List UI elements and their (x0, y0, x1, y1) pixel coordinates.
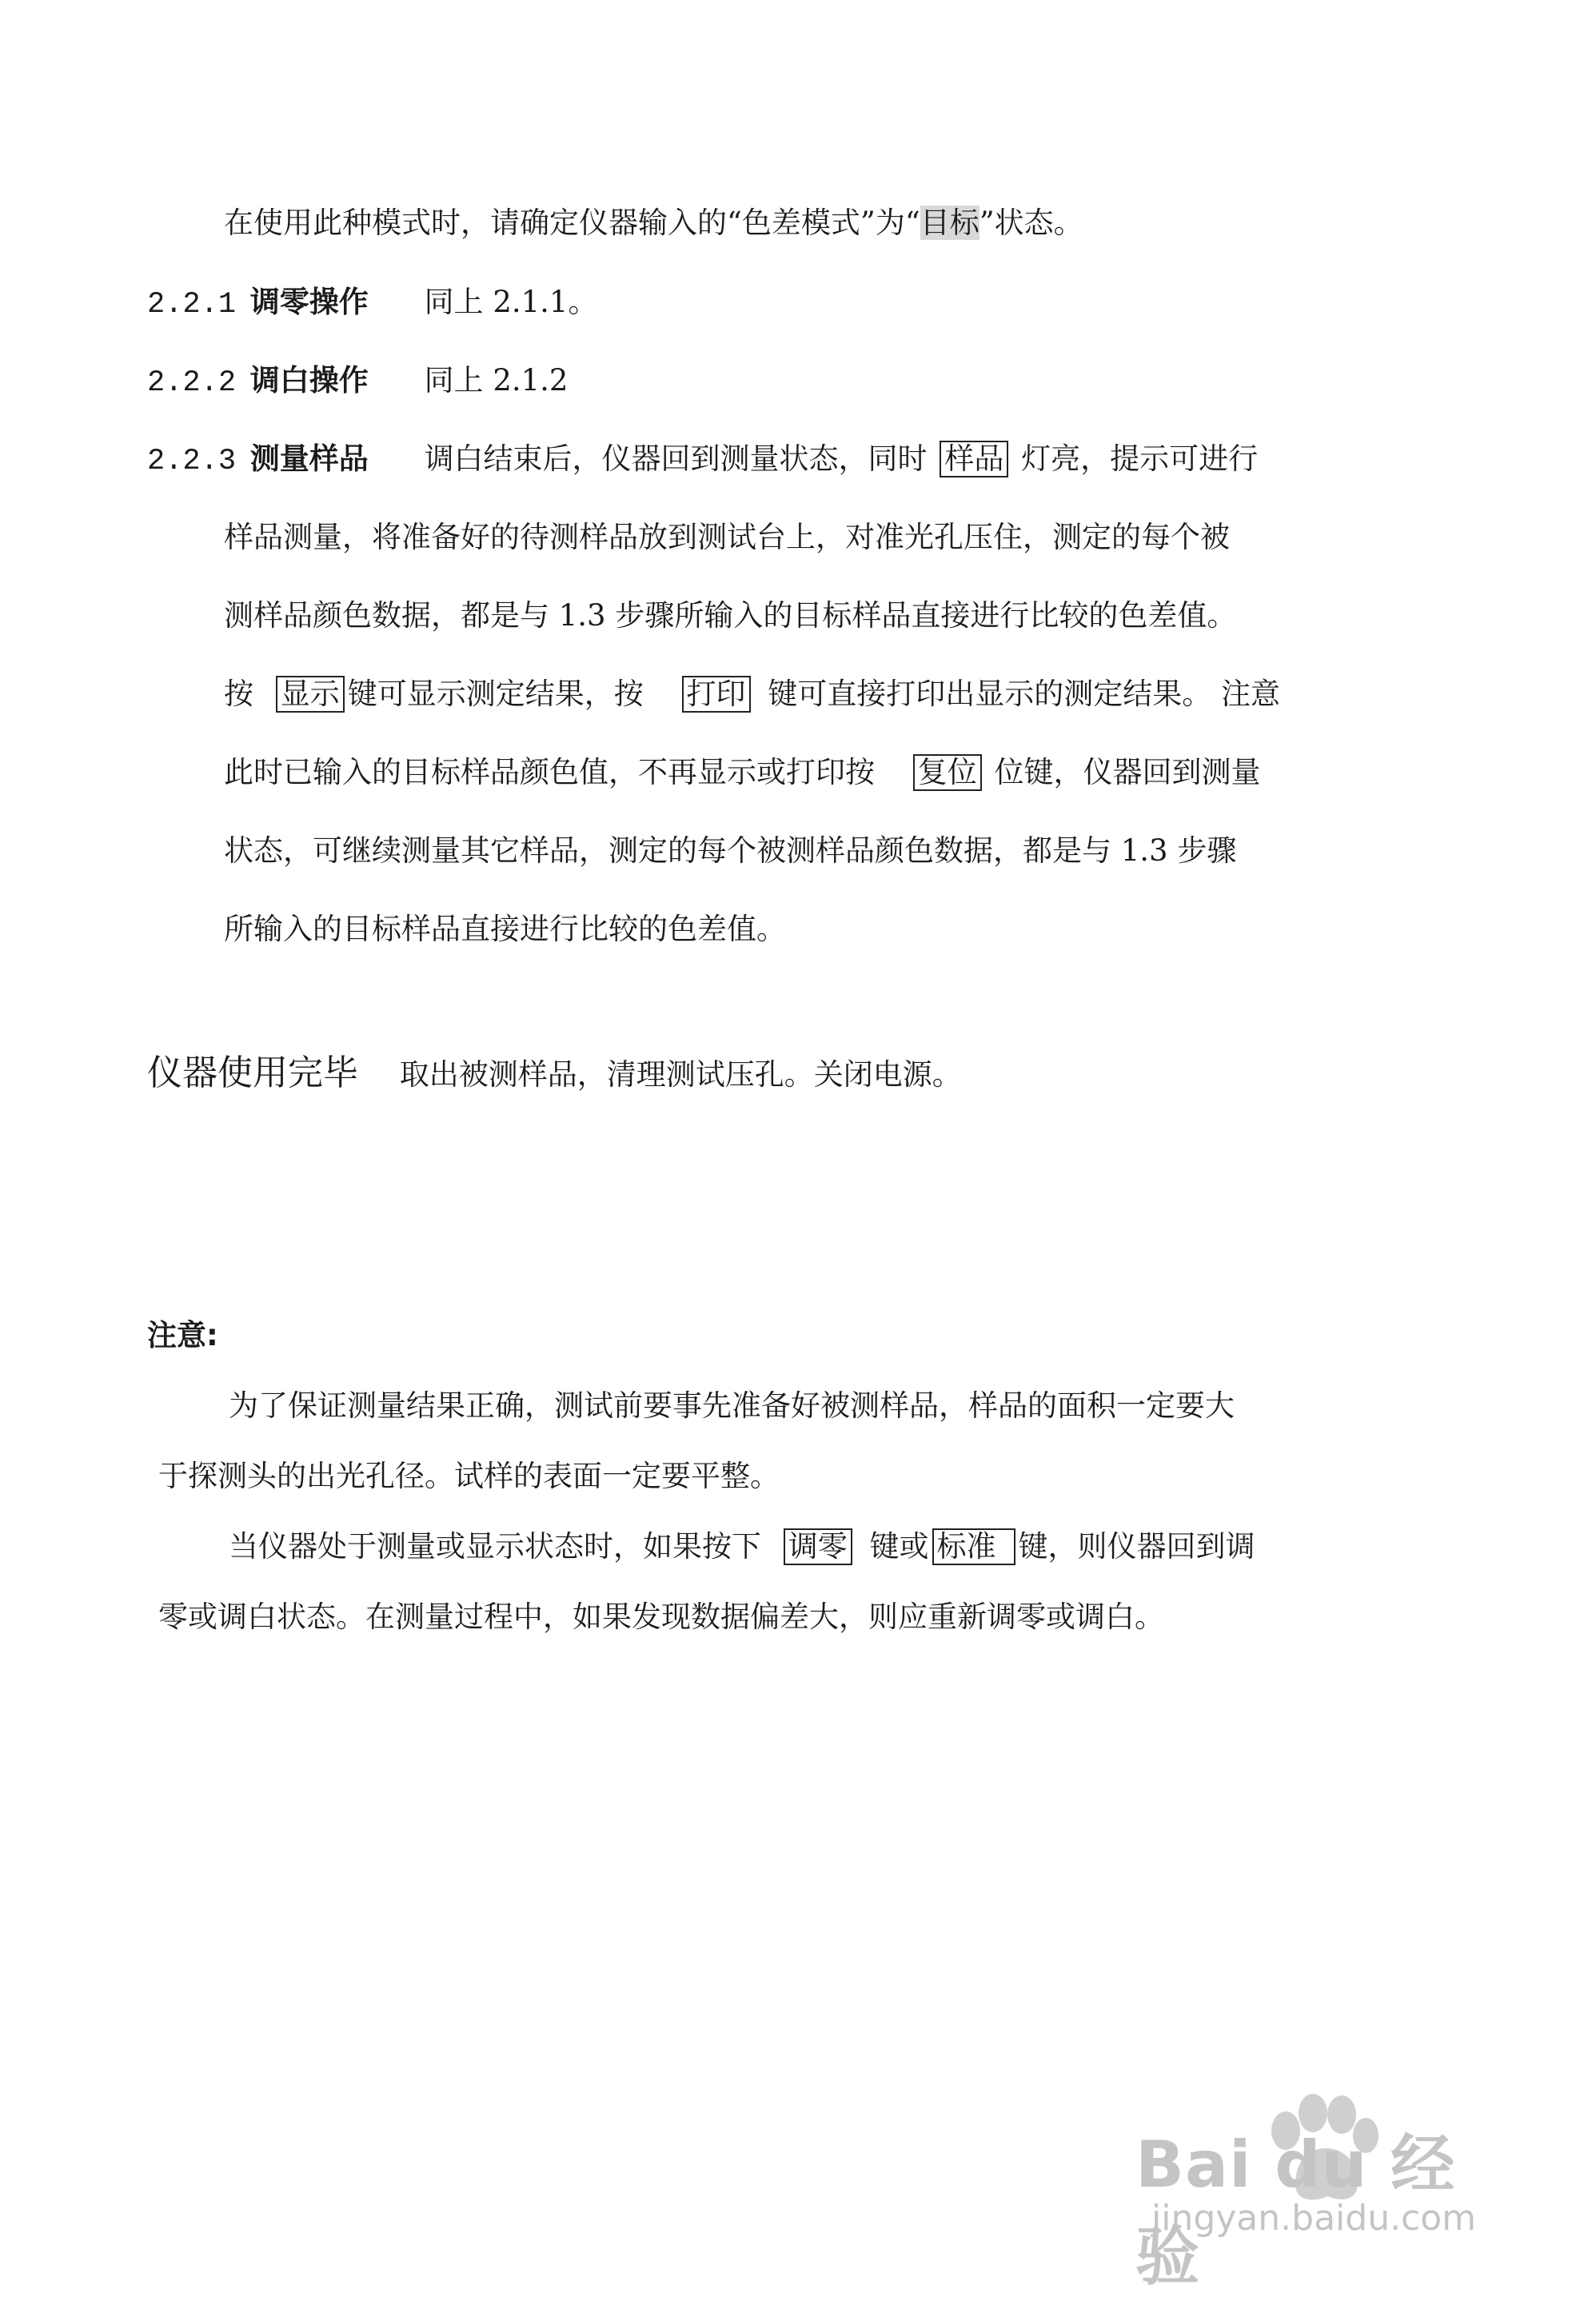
section-body: 同上 2.1.1。 (424, 285, 598, 319)
text: 位键，仪器回到测量 (994, 755, 1261, 789)
section-title: 调零操作 (249, 285, 369, 319)
section-2-2-3-line-1 (147, 440, 1258, 481)
section-body: 同上 2.1.2 (424, 363, 569, 397)
notes-title: 注意: (147, 1318, 218, 1352)
intro-line (224, 204, 1083, 242)
text: 此时已输入的目标样品颜色值，不再显示或打印按 (224, 755, 875, 789)
section-body-cont: 灯亮，提示可进行 (1021, 441, 1259, 476)
notes-para-2-line-2: 零或调白状态。在测量过程中，如果发现数据偏差大，则应重新调零或调白。 (158, 1600, 1164, 1634)
text: 键或 (869, 1529, 929, 1564)
target-mode-highlight: 目标 (920, 206, 980, 240)
finish-title: 仪器使用完毕 (147, 1053, 358, 1093)
section-2-2-3-line-2: 样品测量，将准备好的待测样品放到测试台上，对准光孔压住，测定的每个被 (224, 520, 1230, 554)
section-2-2-3-line-6: 状态，可继续测量其它样品，测定的每个被测样品颜色数据，都是与 1.3 步骤 (224, 833, 1237, 868)
sample-key-label: 样品 (940, 441, 1008, 477)
section-number: 2.2.1 (147, 288, 237, 322)
finish-body: 取出被测样品，清理测试压孔。关闭电源。 (399, 1057, 962, 1092)
text: 键可显示测定结果，按 (347, 677, 644, 711)
notes-para-1-line-1: 为了保证测量结果正确，测试前要事先准备好被测样品，样品的面积一定要大 (229, 1388, 1235, 1423)
watermark-url: jingyan.baidu.com (1151, 2198, 1477, 2239)
intro-text-pre: 在使用此种模式时，请确定仪器输入的“色差模式”为“ (224, 206, 920, 240)
reset-key-label: 复位 (913, 754, 982, 791)
zero-key-label: 调零 (784, 1528, 852, 1565)
section-2-2-3-line-7: 所输入的目标样品直接进行比较的色差值。 (224, 912, 786, 946)
section-body: 调白结束后，仪器回到测量状态，同时 (424, 441, 928, 476)
section-2-2-3-line-4 (224, 675, 1280, 713)
standard-key-label: 标准 (932, 1528, 1015, 1565)
notes-para-2-line-1 (229, 1528, 1255, 1566)
print-key-label: 打印 (682, 676, 751, 713)
section-number: 2.2.2 (147, 366, 237, 400)
section-2-2-2 (147, 362, 568, 402)
section-2-2-3-line-3: 测样品颜色数据，都是与 1.3 步骤所输入的目标样品直接进行比较的色差值。 (224, 598, 1237, 633)
section-2-2-1 (147, 283, 597, 324)
section-number: 2.2.3 (147, 445, 237, 478)
finish-line (147, 1054, 962, 1094)
watermark-logo-text: Bai du 经验 (1135, 2127, 1456, 2294)
intro-text-post: ”状态。 (979, 206, 1083, 240)
text: 当仪器处于测量或显示状态时，如果按下 (229, 1529, 761, 1564)
text: 键，则仪器回到调 (1018, 1529, 1255, 1564)
display-key-label: 显示 (276, 676, 345, 713)
section-title: 测量样品 (249, 441, 369, 476)
text: 键可直接打印出显示的测定结果。 注意 (768, 677, 1281, 711)
section-2-2-3-line-5 (224, 753, 1261, 792)
baidu-jingyan-watermark (1135, 2095, 1511, 2294)
text: 按 (224, 677, 253, 711)
notes-para-1-line-2: 于探测头的出光孔径。试样的表面一定要平整。 (158, 1459, 780, 1493)
section-title: 调白操作 (249, 363, 369, 397)
